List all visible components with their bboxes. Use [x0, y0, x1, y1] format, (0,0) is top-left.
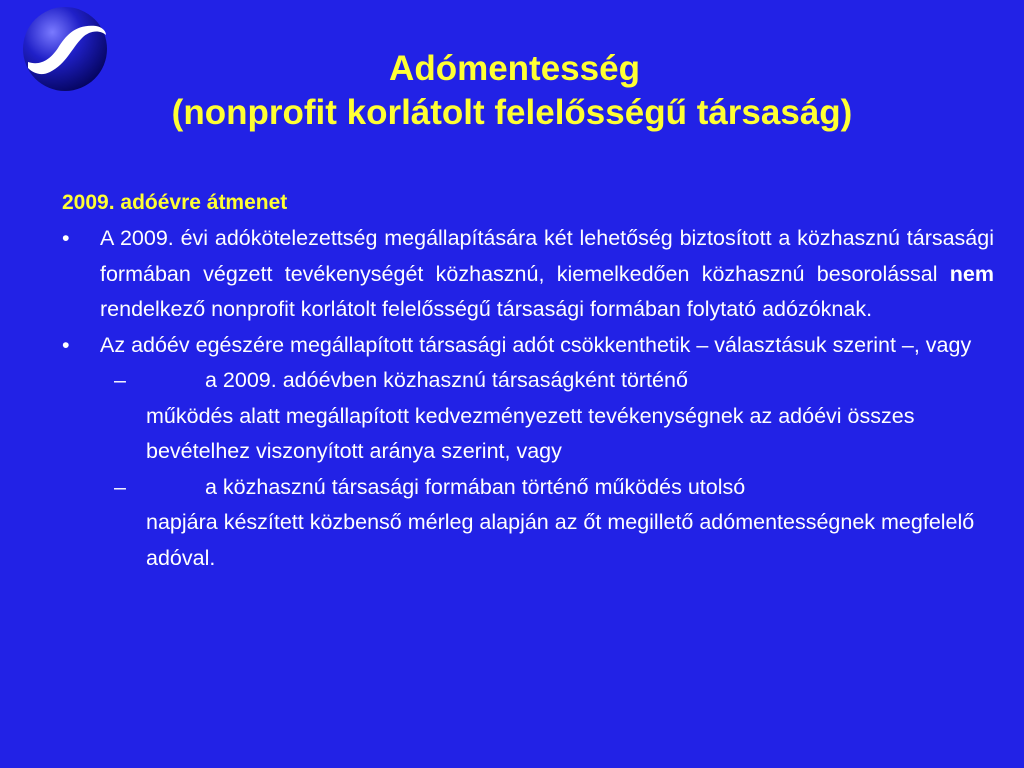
bullet-text: Az adóév egészére megállapított társasági adót csökkenthetik – választásuk szerint –, vagy — [100, 332, 972, 357]
bullet-item-2 — [62, 328, 994, 364]
title-line-1: Adómentesség — [389, 49, 640, 88]
sub-bullet-item-1 — [62, 363, 994, 470]
bullet-mark: • — [62, 332, 70, 357]
bullet-text: rendelkező nonprofit korlátolt felelősségű társasági formában folytató adózóknak. — [100, 297, 873, 321]
bullet-bold-text: nem — [949, 261, 994, 286]
slide-body — [62, 185, 994, 576]
sub-bullet-first-line: a közhasznú társasági formában történő működés utolsó — [205, 474, 746, 499]
dash-mark: – — [114, 474, 126, 499]
dash-mark: – — [114, 368, 126, 392]
section-subheading: 2009. adóévre átmenet — [62, 191, 288, 214]
sub-bullet-item-2 — [62, 470, 994, 577]
sub-bullet-first-line: a 2009. adóévben közhasznú társaságként történő — [205, 368, 688, 392]
sub-bullet-text: működés alatt megállapított kedvezményezett tevékenységnek az adóévi összes bevételhez viszonyított aránya szerint, vagy — [146, 403, 915, 463]
sub-bullet-text: napjára készített közbenső mérleg alapján az őt megillető adómentességnek megfelelő adóval. — [146, 510, 975, 570]
title-line-2: (nonprofit korlátolt felelősségű társaság) — [171, 93, 853, 132]
bullet-mark: • — [62, 226, 70, 250]
bullet-item-1 — [62, 221, 994, 328]
slide-title — [0, 47, 1024, 135]
bullet-text: A 2009. évi adókötelezettség megállapítására két lehetőség biztosított a közhasznú társasági formában végzett tevékenységét közhasznú, kiemelkedően közhasznú besorolással — [100, 226, 994, 286]
